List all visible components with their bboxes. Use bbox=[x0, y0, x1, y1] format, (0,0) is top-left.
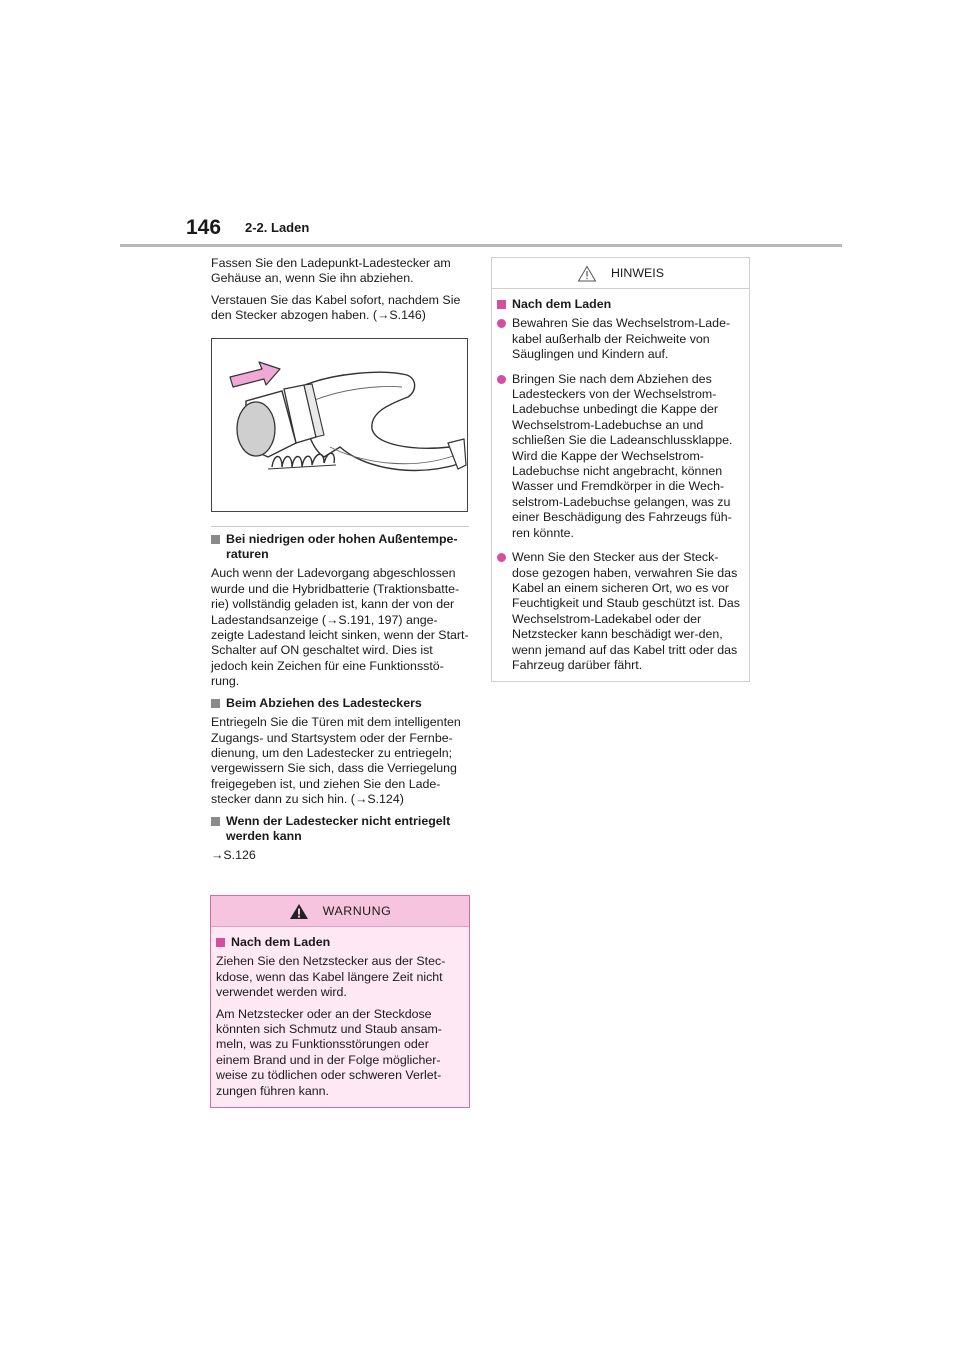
warning-box bbox=[210, 895, 470, 1108]
intro-paragraph-1: Fassen Sie den Ladepunkt-Ladestecker am Gehäuse an, wenn Sie ihn abziehen. bbox=[211, 256, 451, 286]
notice-subheading: Nach dem Laden bbox=[497, 297, 743, 312]
square-bullet-icon bbox=[497, 300, 506, 309]
notice-bullet: Wenn Sie den Stecker aus der Steck-dose gezogen haben, verwahren Sie das Kabel an einem sicheren Ort, wo es vor Feuchtigkeit und Staub geschützt ist. Das Wechselstrom-Ladekabel oder der Netzstecker kann beschädigt wer-den, wenn jemand auf das Kabel tritt oder das Fahrzeug darüber fährt. bbox=[497, 550, 743, 673]
header-divider bbox=[120, 244, 842, 247]
page-reference-link[interactable]: →S.126 bbox=[211, 848, 256, 863]
square-bullet-icon bbox=[211, 699, 220, 708]
square-bullet-icon bbox=[211, 535, 220, 544]
charging-plug-illustration bbox=[211, 338, 468, 512]
notice-body bbox=[492, 289, 749, 681]
warning-body bbox=[211, 927, 469, 1107]
page-number: 146 bbox=[186, 216, 222, 239]
plug-drawing bbox=[212, 339, 467, 511]
left-column bbox=[211, 256, 469, 870]
notice-bullet: Bringen Sie nach dem Abziehen des Ladesteckers von der Wechselstrom-Ladebuchse unbedingt die Kappe der Wechselstrom-Ladebuchse an und schließen Sie die Ladeanschlussklappe. Wird die Kappe der Wechselstrom-Ladebuchse nicht angebracht, können Wasser und Fremdkörper in die Wech-selstrom-Ladebuchse gelangen, was zu einer Beschädigung des Fahrzeugs füh-ren könnte. bbox=[497, 372, 743, 541]
warning-paragraph-2: Am Netzstecker oder an der Steckdose könnten sich Schmutz und Staub ansam-meln, was zu Funktionsstörungen oder einem Brand und in der Folge möglicher-weise zu tödlichen oder schweren Verlet-zungen führen kann. bbox=[216, 1006, 442, 1098]
round-bullet-icon bbox=[497, 375, 506, 384]
subheading-not-unlocking: Wenn der Ladestecker nicht entriegelt werden kann bbox=[211, 814, 469, 845]
subheading-unplugging: Beim Abziehen des Ladesteckers bbox=[211, 696, 469, 711]
square-bullet-icon bbox=[216, 938, 225, 947]
notice-triangle-icon bbox=[577, 265, 597, 282]
paragraph-unplugging: Entriegeln Sie die Türen mit dem intelligenten Zugangs- und Startsystem oder der Fernbe-dienung, um den Ladestecker zu entriegeln; vergewissern Sie sich, dass die Verriegelung freigegeben ist, und ziehen Sie den Lade-stecker dann zu sich hin. (→S.124) bbox=[211, 715, 461, 807]
warning-triangle-icon bbox=[289, 903, 309, 920]
warning-paragraph-1: Ziehen Sie den Netzstecker aus der Stec-kdose, wenn das Kabel längere Zeit nicht verwendet werden wird. bbox=[216, 954, 446, 1000]
notice-title: HINWEIS bbox=[610, 266, 664, 280]
warning-title: WARNUNG bbox=[322, 904, 392, 918]
section-divider bbox=[211, 526, 469, 527]
right-column bbox=[491, 257, 750, 682]
warning-header bbox=[211, 896, 469, 927]
pull-arrow-icon bbox=[230, 362, 280, 387]
section-title: 2-2. Laden bbox=[245, 220, 310, 235]
round-bullet-icon bbox=[497, 319, 506, 328]
notice-bullet: Bewahren Sie das Wechselstrom-Lade-kabel außerhalb der Reichweite von Säuglingen und Kindern auf. bbox=[497, 316, 743, 362]
warning-subheading: Nach dem Laden bbox=[216, 935, 463, 950]
round-bullet-icon bbox=[497, 553, 506, 562]
subheading-temperatures: Bei niedrigen oder hohen Außentempe-raturen bbox=[211, 532, 469, 563]
intro-paragraph-2: Verstauen Sie das Kabel sofort, nachdem Sie den Stecker abzogen haben. (→S.146) bbox=[211, 292, 461, 323]
square-bullet-icon bbox=[211, 817, 220, 826]
notice-header bbox=[492, 258, 749, 289]
notice-box bbox=[491, 257, 750, 682]
paragraph-temperatures: Auch wenn der Ladevorgang abgeschlossen wurde und die Hybridbatterie (Traktionsbatte-rie) vollständig geladen ist, kann der von der Ladestandsanzeige (→S.191, 197) ange-zeigte Ladestand leicht sinken, wenn der Start-Schalter auf ON geschaltet wird. Dies ist jedoch kein Zeichen für eine Funktionsstö-rung. bbox=[211, 566, 469, 689]
